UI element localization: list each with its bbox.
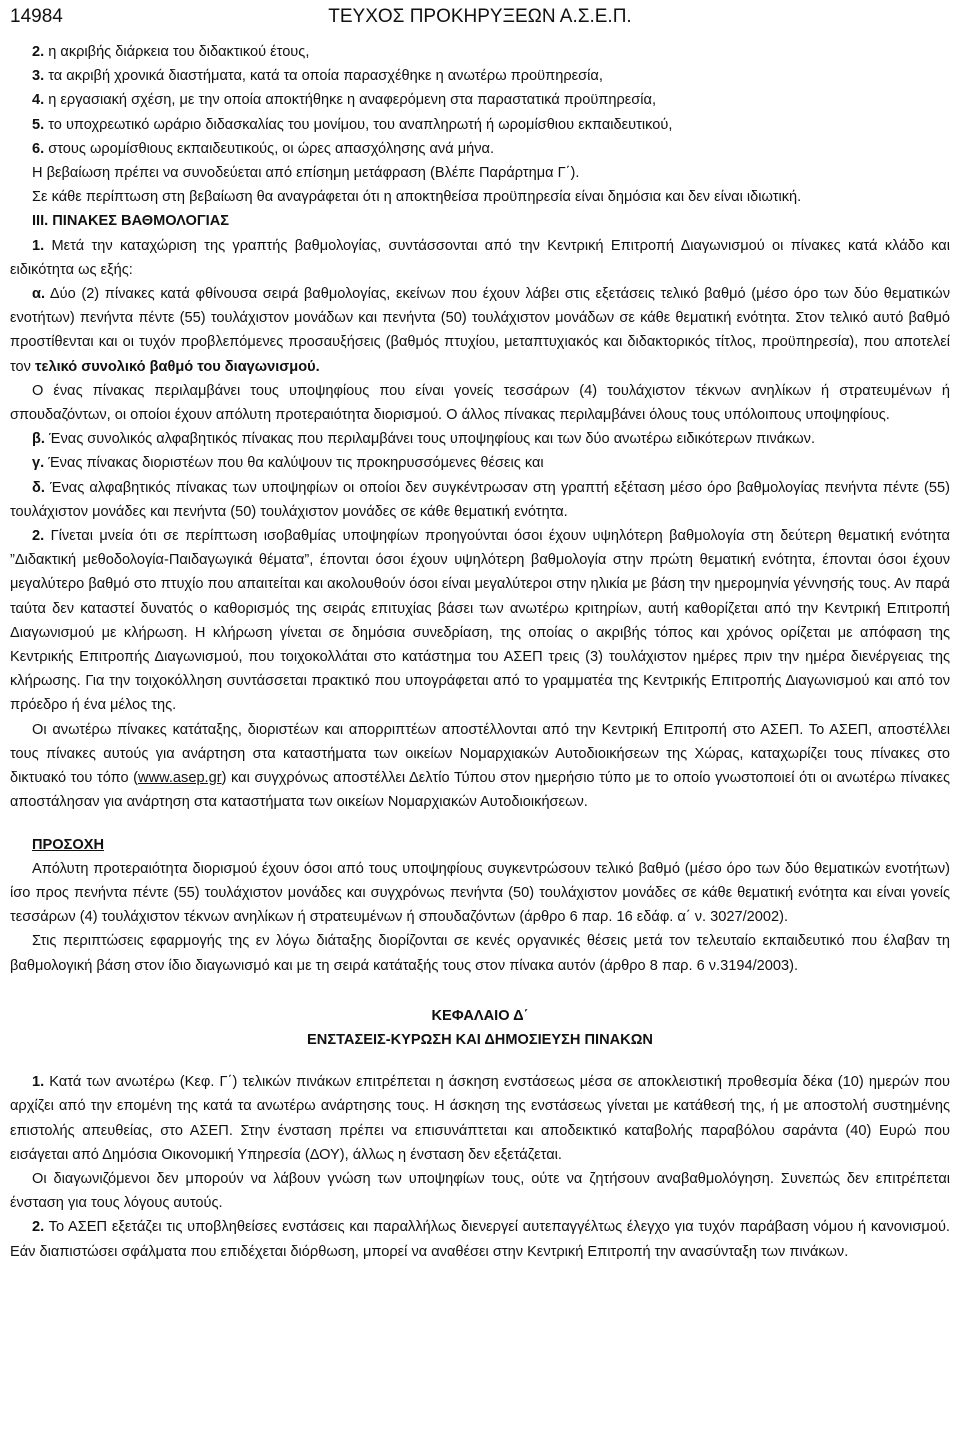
list-item: 3. τα ακριβή χρονικά διαστήματα, κατά τα οποία παρασχέθηκε η ανωτέρω προϋπηρεσία, [32, 68, 603, 85]
list-item: 6. στους ωρομίσθιους εκπαιδευτικούς, οι ώρες απασχόλησης ανά μήνα. [32, 140, 495, 157]
paragraph: 1. Κατά των ανωτέρω (Κεφ. Γ΄) τελικών πινάκων επιτρέπεται η άσκηση ενστάσεως μέσα σε αποκλειστική προθεσμία δέκα (10) ημερών που αρχίζει από την επομένη της κατά τα ανωτέρω ανάρτησης τους. Η άσκηση της ενστάσεως γίνεται με κατάθεσή της, ή με αποστολή συστημένης επιστολής απευθείας, στο ΑΣΕΠ. Στην ένσταση πρέπει να επισυνάπτεται και αποδεικτικό καταβολής παραβόλου σαράντα (40) Ευρώ που εισάγεται από Δημόσια Οικονομική Υπηρεσία (ΔΟΥ), άλλως η ένσταση δεν εξετάζεται. [10, 1074, 950, 1163]
paragraph: Απόλυτη προτεραιότητα διορισμού έχουν όσοι από τους υποψηφίους συγκεντρώσουν τελικό βαθμό (μέσο όρο των δύο θεματικών ενοτήτων) ίσο προς πενήντα πέντε (55) τουλάχιστον μονάδες και συγχρόνως πενήντα (50) τουλάχιστον μονάδες σε κάθε θεματική ενότητα και είναι γονείς τεσσάρων (4) τουλάχιστον τέκνων ανηλίκων ή στρατευμένων ή σπουδαζόντων (άρθρο 6 παρ. 16 εδάφ. α΄ ν. 3027/2002). [10, 860, 950, 926]
page-header [10, 6, 950, 32]
chapter-title: ΕΝΣΤΑΣΕΙΣ-ΚΥΡΩΣΗ ΚΑΙ ΔΗΜΟΣΙΕΥΣΗ ΠΙΝΑΚΩΝ [307, 1031, 653, 1048]
paragraph: 1. Μετά την καταχώριση της γραπτής βαθμολογίας, συντάσσονται από την Κεντρική Επιτροπή Διαγωνισμού οι πίνακες κατά κλάδο και ειδικότητα ως εξής: [10, 237, 950, 278]
paragraph: Η βεβαίωση πρέπει να συνοδεύεται από επίσημη μετάφραση (Βλέπε Παράρτημα Γ΄). [32, 165, 580, 182]
paragraph: Οι διαγωνιζόμενοι δεν μπορούν να λάβουν γνώση των υποψηφίων τους, ούτε να ζητήσουν αναβαθμολόγηση. Συνεπώς δεν επιτρέπεται ένσταση για τους λόγους αυτούς. [10, 1170, 950, 1212]
paragraph: Σε κάθε περίπτωση στη βεβαίωση θα αναγράφεται ότι η αποκτηθείσα προϋπηρεσία είναι δημόσια και δεν είναι ιδιωτική. [32, 189, 802, 206]
paragraph: δ. Ένας αλφαβητικός πίνακας των υποψηφίων οι οποίοι δεν συγκέντρωσαν στη γραπτή εξέταση μέσο όρο βαθμολογίας πενήντα πέντε (55) τουλάχιστον μονάδες και πενήντα (50) τουλάχιστον μονάδες σε κάθε θεματική ενότητα. [10, 479, 950, 520]
paragraph: β. Ένας συνολικός αλφαβητικός πίνακας που περιλαμβάνει τους υποψηφίους και των δύο ανωτέρω ειδικότερων πινάκων. [32, 431, 816, 448]
asep-website-link[interactable]: www.asep.gr [138, 770, 222, 787]
paragraph: 2. Γίνεται μνεία ότι σε περίπτωση ισοβαθμίας υποψηφίων προηγούνται όσοι έχουν υψηλότερη βαθμολογία στη δεύτερη θεματική ενότητα ”Διδακτική μεθοδολογία-Παιδαγωγικά θέματα”, έπονται όσοι έχουν υψηλότερη βαθμολογία στην πρώτη θεματική ενότητα, έπονται όσοι έχουν μεγαλύτερο βαθμό στο πτυχίο που απαιτείται και ακολουθούν όσοι είναι μεγαλύτεροι στην ηλικία με βάση την ημερομηνία γέννησής τους. Αν παρά ταύτα δεν καταστεί δυνατός ο καθορισμός της σειράς επιτυχίας βάσει των ανωτέρω κριτηρίων, αυτή καθορίζεται από την Κεντρική Επιτροπή Διαγωνισμού με κλήρωση. Η κλήρωση γίνεται σε δημόσια συνεδρίαση, της οποίας ο ακριβής τόπος και χρόνος ορίζεται με απόφαση της Κεντρικής Επιτροπής Διαγωνισμού, που τοιχοκολλάται στο κατάστημα του ΑΣΕΠ τρεις (3) τουλάχιστον ημέρες πριν την ημέρα διενέργειας της κλήρωσης. Για την τοιχοκόλληση συντάσσεται πρακτικό που υπογράφεται από το γραμματέα της Κεντρικής Επιτροπής Διαγωνισμού και από τον πρόεδρο ή ένα μέλος της. [10, 528, 950, 714]
paragraph: 2. Το ΑΣΕΠ εξετάζει τις υποβληθείσες ενστάσεις και παραλλήλως διενεργεί αυτεπαγγέλτως έλεγχο για τυχόν παράβαση νόμου ή κανονισμού. Εάν διαπιστώσει σφάλματα που επιδέχεται διόρθωση, μπορεί να αναθέσει στην Κεντρική Επιτροπή την ανασύνταξη των πινάκων. [10, 1219, 950, 1260]
list-item: 2. η ακριβής διάρκεια του διδακτικού έτους, [32, 44, 310, 60]
paragraph: Στις περιπτώσεις εφαρμογής της εν λόγω διάταξης διορίζονται σε κενές οργανικές θέσεις μετά τον τελευταίο εκπαιδευτικό που έλαβαν τη βαθμολογική βάση στον ίδιο διαγωνισμό και με τη σειρά κατάταξής τους στον πίνακα αυτόν (άρθρο 8 παρ. 6 ν.3194/2003). [10, 933, 950, 974]
document-body [10, 40, 950, 1264]
attention-heading: ΠΡΟΣΟΧΗ [32, 836, 105, 853]
list-item: 5. το υποχρεωτικό ωράριο διδασκαλίας του μονίμου, του αναπληρωτή ή ωρομίσθιου εκπαιδευτικού, [32, 116, 673, 133]
list-item: 4. η εργασιακή σχέση, με την οποία αποκτήθηκε η αναφερόμενη στα παραστατικά προϋπηρεσία, [32, 92, 657, 109]
chapter-heading: ΚΕΦΑΛΑΙΟ Δ΄ [431, 1007, 529, 1024]
page-number: 14984 [10, 6, 63, 27]
paragraph: Οι ανωτέρω πίνακες κατάταξης, διοριστέων και απορριπτέων αποστέλλονται από την Κεντρική Επιτροπή στο ΑΣΕΠ. Το ΑΣΕΠ, αποστέλλει τους πίνακες αυτούς για ανάρτηση στα καταστήματα των οικείων Νομαρχιακών Αυτοδιοικήσεων της Χώρας, καταχωρίζει τους πίνακες στο δικτυακό του τόπο (www.asep.gr) και συγχρόνως αποστέλλει Δελτίο Τύπου στον ημερήσιο τύπο με το οποίο γνωστοποιεί ότι οι ανωτέρω πίνακες αποστάλησαν για ανάρτηση στα καταστήματα των οικείων Νομαρχιακών Αυτοδιοικήσεων. [10, 721, 950, 811]
section-heading: ΙΙΙ. ΠΙΝΑΚΕΣ ΒΑΘΜΟΛΟΓΙΑΣ [32, 213, 230, 230]
header-title: ΤΕΥΧΟΣ ΠΡΟΚΗΡΥΞΕΩΝ Α.Σ.Ε.Π. [328, 6, 632, 27]
paragraph: α. Δύο (2) πίνακες κατά φθίνουσα σειρά βαθμολογίας, εκείνων που έχουν λάβει στις εξετάσεις τελικό βαθμό (μέσο όρο των δύο θεματικών ενοτήτων) πενήντα πέντε (55) τουλάχιστον μονάδων και πενήντα (50) τουλάχιστον μονάδων σε κάθε θεματική ενότητα. Στον τελικό αυτό βαθμό προστίθενται και οι τυχόν προβλεπόμενες προσαυξήσεις (βαθμός πτυχίου, μεταπτυχιακός και διδακτορικός τίτλος, προϋπηρεσία), που αποτελεί τον τελικό συνολικό βαθμό του διαγωνισμού. [10, 286, 950, 375]
paragraph: γ. Ένας πίνακας διοριστέων που θα καλύψουν τις προκηρυσσόμενες θέσεις και [32, 455, 544, 472]
paragraph: Ο ένας πίνακας περιλαμβάνει τους υποψηφίους που είναι γονείς τεσσάρων (4) τουλάχιστον τέκνων ανηλίκων ή στρατευμένων ή σπουδαζόντων, οι οποίοι έχουν απόλυτη προτεραιότητα διορισμού. Ο άλλος πίνακας περιλαμβάνει όλους τους υπόλοιπους υποψηφίους. [10, 382, 950, 424]
